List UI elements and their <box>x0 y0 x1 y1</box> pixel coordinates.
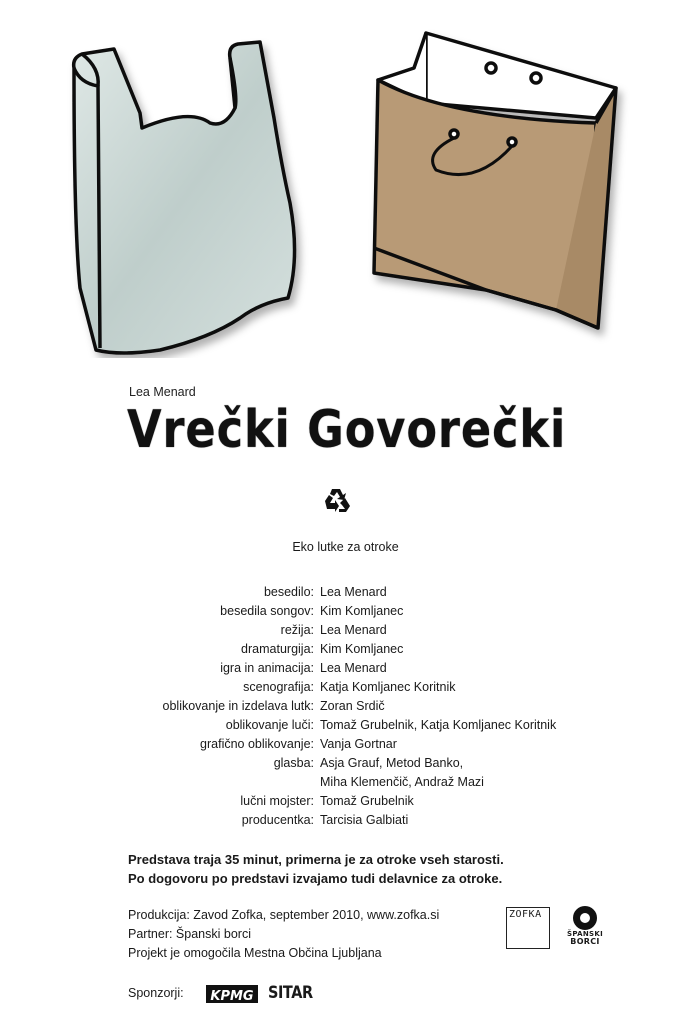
credit-role: besedilo: <box>263 585 314 599</box>
production-line: Produkcija: Zavod Zofka, september 2010, www.zofka.si <box>128 908 440 922</box>
sponsors-label: Sponzorji: <box>128 986 184 1000</box>
credit-row <box>0 659 691 678</box>
credit-row <box>0 716 691 735</box>
zofka-logo: ZOFKA <box>506 907 550 949</box>
credit-row <box>0 602 691 621</box>
credit-row <box>0 678 691 697</box>
funding-line: Projekt je omogočila Mestna Občina Ljubljana <box>128 946 382 960</box>
credit-row <box>0 792 691 811</box>
credit-row <box>0 811 691 830</box>
credit-role: glasba: <box>273 756 314 770</box>
credit-role: oblikovanje luči: <box>225 718 314 732</box>
credit-role: grafično oblikovanje: <box>200 737 314 751</box>
credit-role: scenografija: <box>243 680 314 694</box>
author-name: Lea Menard <box>129 385 196 399</box>
credit-name: Miha Klemenčič, Andraž Mazi <box>320 775 484 789</box>
credit-name: Kim Komljanec <box>320 642 404 656</box>
poster-title: Vrečki Govorečki <box>127 400 567 460</box>
credit-row <box>0 583 691 602</box>
sitar-logo: SITAR <box>268 983 313 1003</box>
credit-name: Vanja Gortnar <box>320 737 397 751</box>
kpmg-logo: KPMG <box>206 985 258 1003</box>
credit-role: dramaturgija: <box>241 642 314 656</box>
credit-row <box>0 773 691 792</box>
credit-row <box>0 621 691 640</box>
credit-role: besedila songov: <box>220 604 314 618</box>
credit-name: Tomaž Grubelnik <box>320 794 414 808</box>
credit-name: Tomaž Grubelnik, Katja Komljanec Koritnik <box>320 718 557 732</box>
credit-row <box>0 735 691 754</box>
credit-name: Lea Menard <box>320 661 387 675</box>
note-workshops: Po dogovoru po predstavi izvajamo tudi delavnice za otroke. <box>128 871 503 886</box>
credit-name: Kim Komljanec <box>320 604 404 618</box>
credit-role <box>0 773 320 792</box>
credit-name: Lea Menard <box>320 585 387 599</box>
partner-line: Partner: Španski borci <box>128 927 251 941</box>
credit-name: Lea Menard <box>320 623 387 637</box>
borci-text-1: ŠPANSKI <box>567 930 603 938</box>
spanski-borci-logo <box>567 906 603 946</box>
credit-name: Katja Komljanec Koritnik <box>320 680 456 694</box>
production-info <box>128 906 439 963</box>
credit-role: producentka: <box>241 813 314 827</box>
credit-role: režija: <box>280 623 314 637</box>
note-duration: Predstava traja 35 minut, primerna je za otroke vseh starosti. <box>128 852 504 867</box>
credit-row <box>0 640 691 659</box>
recycle-icon <box>322 487 352 515</box>
credit-role: oblikovanje in izdelava lutk: <box>162 699 314 713</box>
plastic-bag-illustration <box>60 28 310 358</box>
credit-name: Asja Grauf, Metod Banko, <box>320 756 464 770</box>
credit-name: Tarcisia Galbiati <box>320 813 409 827</box>
paper-bag-illustration <box>366 28 636 358</box>
credit-name: Zoran Srdič <box>320 699 385 713</box>
credit-row <box>0 754 691 773</box>
credit-role: lučni mojster: <box>240 794 314 808</box>
credits-list <box>0 583 691 830</box>
credit-row <box>0 697 691 716</box>
poster-subtitle: Eko lutke za otroke <box>292 540 399 554</box>
borci-text-2: BORCI <box>570 937 600 946</box>
ring-icon <box>573 906 597 930</box>
performance-notes <box>128 850 504 888</box>
credit-role: igra in animacija: <box>220 661 314 675</box>
